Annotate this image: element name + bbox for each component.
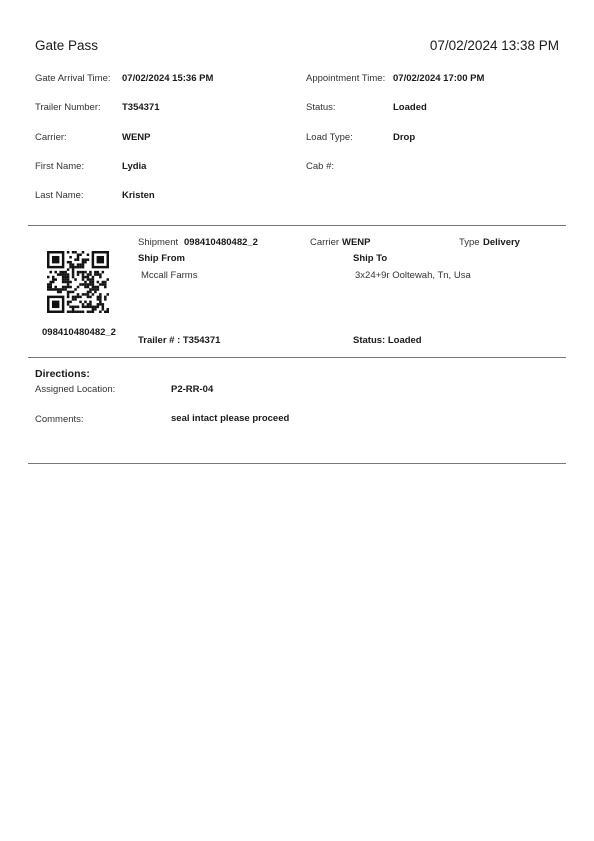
ship-to-label: Ship To xyxy=(353,253,388,264)
last-name-value: Kristen xyxy=(122,190,155,201)
shipment-value: 098410480482_2 xyxy=(184,237,258,248)
status-label: Status: xyxy=(306,102,336,113)
divider xyxy=(28,463,566,464)
shipment-carrier-value: WENP xyxy=(342,237,371,248)
carrier-value: WENP xyxy=(122,132,151,143)
last-name-label: Last Name: xyxy=(35,190,84,201)
gate-arrival-time-value: 07/02/2024 15:36 PM xyxy=(122,73,214,84)
load-type-label: Load Type: xyxy=(306,132,353,143)
qr-code-icon xyxy=(47,251,109,313)
ship-to-value: 3x24+9r Ooltewah, Tn, Usa xyxy=(355,270,471,281)
qr-caption: 098410480482_2 xyxy=(42,327,116,338)
trailer-info: Trailer # : T354371 xyxy=(138,335,221,346)
directions-heading: Directions: xyxy=(35,368,90,380)
comments-label: Comments: xyxy=(35,414,84,425)
comments-value: seal intact please proceed xyxy=(171,413,290,424)
assigned-location-label: Assigned Location: xyxy=(35,384,116,395)
shipment-type-value: Delivery xyxy=(483,237,520,248)
load-type-value: Drop xyxy=(393,132,416,143)
ship-from-value: Mccall Farms xyxy=(141,270,198,281)
first-name-value: Lydia xyxy=(122,161,147,172)
trailer-number-value: T354371 xyxy=(122,102,160,113)
shipment-carrier-label: Carrier xyxy=(310,237,340,248)
shipment-type-label: Type xyxy=(459,237,480,248)
shipment-status: Status: Loaded xyxy=(353,335,422,346)
divider xyxy=(28,357,566,358)
status-value: Loaded xyxy=(393,102,427,113)
ship-from-label: Ship From xyxy=(138,253,185,264)
appointment-time-label: Appointment Time: xyxy=(306,73,386,84)
page-title: Gate Pass xyxy=(35,38,99,53)
appointment-time-value: 07/02/2024 17:00 PM xyxy=(393,73,485,84)
shipment-label: Shipment xyxy=(138,237,179,248)
trailer-number-label: Trailer Number: xyxy=(35,102,101,113)
assigned-location-value: P2-RR-04 xyxy=(171,384,214,395)
header-datetime: 07/02/2024 13:38 PM xyxy=(429,38,559,53)
cab-number-label: Cab #: xyxy=(306,161,334,172)
divider xyxy=(28,225,566,226)
first-name-label: First Name: xyxy=(35,161,85,172)
gate-arrival-time-label: Gate Arrival Time: xyxy=(35,73,111,84)
carrier-label: Carrier: xyxy=(35,132,67,143)
